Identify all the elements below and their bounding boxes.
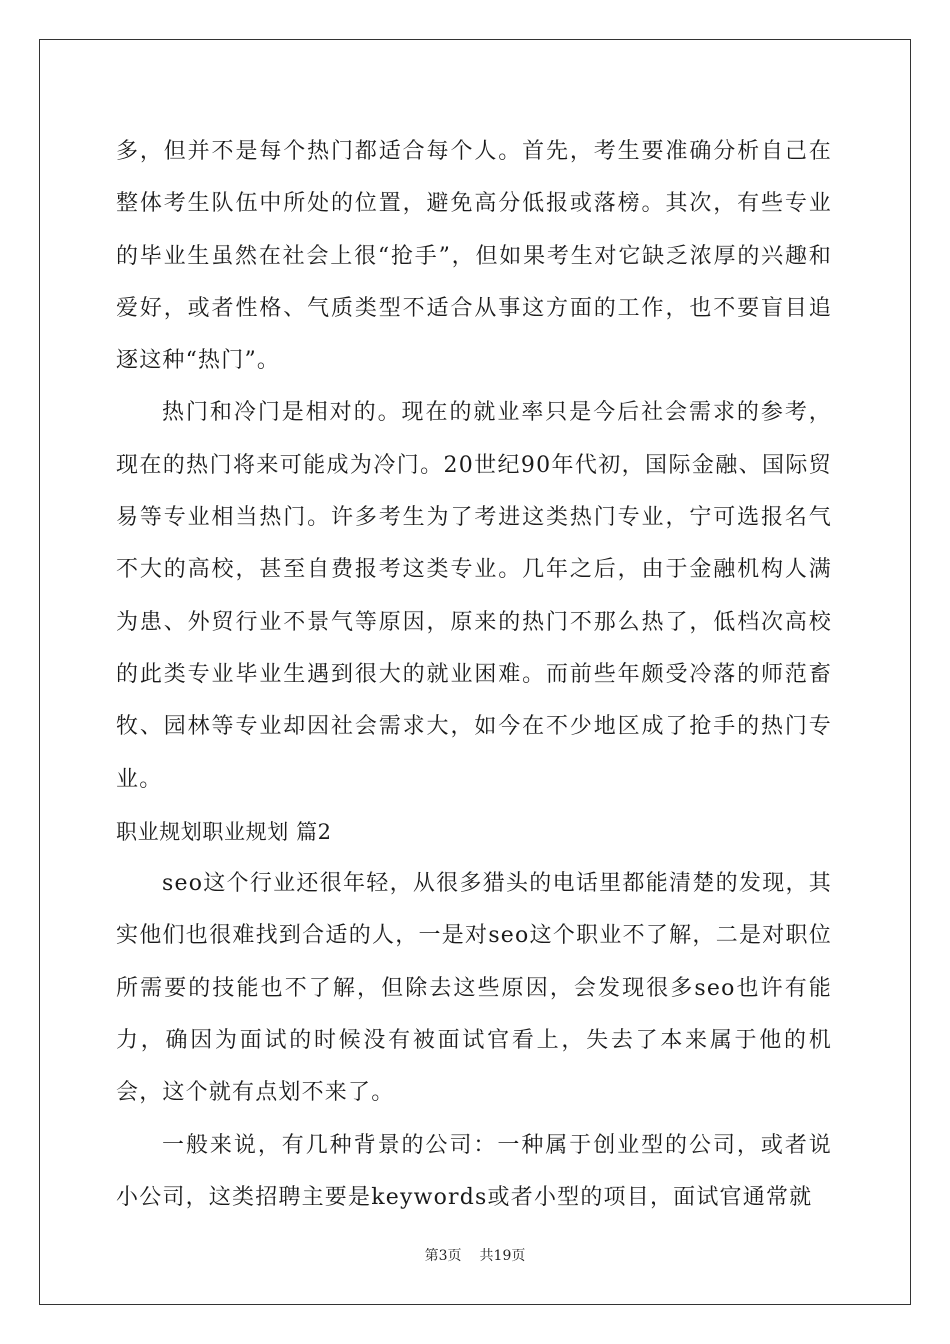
section-heading: 职业规划职业规划 篇2 xyxy=(116,819,332,844)
page-footer xyxy=(0,1246,950,1266)
paragraph-4: 一般来说，有几种背景的公司：一种属于创业型的公司，或者说小公司，这类招聘主要是keywords或者小型的项目，面试官通常就 xyxy=(116,1132,832,1210)
page-total: 共19页 xyxy=(479,1248,526,1264)
paragraph-1: 多，但并不是每个热门都适合每个人。首先，考生要准确分析自己在整体考生队伍中所处的位置，避免高分低报或落榜。其次，有些专业的毕业生虽然在社会上很“抢手”，但如果考生对它缺乏浓厚的兴趣和爱好，或者性格、气质类型不适合从事这方面的工作，也不要盲目追逐这种“热门”。 xyxy=(116,139,832,374)
document-body xyxy=(116,126,832,1224)
paragraph-2: 热门和冷门是相对的。现在的就业率只是今后社会需求的参考，现在的热门将来可能成为冷门。20世纪90年代初，国际金融、国际贸易等专业相当热门。许多考生为了考进这类热门专业，宁可选报名气不大的高校，甚至自费报考这类专业。几年之后，由于金融机构人满为患、外贸行业不景气等原因，原来的热门不那么热了，低档次高校的此类专业毕业生遇到很大的就业困难。而前些年颇受冷落的师范畜牧、园林等专业却因社会需求大，如今在不少地区成了抢手的热门专业。 xyxy=(116,400,832,792)
page-number: 第3页 xyxy=(424,1248,462,1264)
paragraph-3: seo这个行业还很年轻，从很多猎头的电话里都能清楚的发现，其实他们也很难找到合适的人，一是对seo这个职业不了解，二是对职位所需要的技能也不了解，但除去这些原因，会发现很多seo也许有能力，确因为面试的时候没有被面试官看上，失去了本来属于他的机会，这个就有点划不来了。 xyxy=(116,871,832,1106)
